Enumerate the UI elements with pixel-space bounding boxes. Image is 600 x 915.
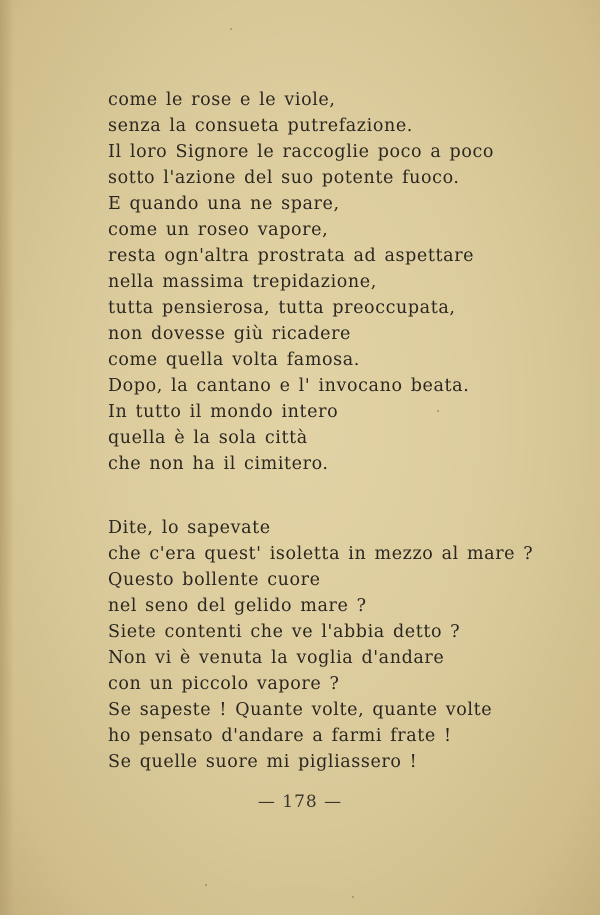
poem-line: come un roseo vapore, <box>108 220 329 240</box>
poem-line: nel seno del gelido mare ? <box>108 596 367 616</box>
poem-line: quella è la sola città <box>108 428 308 448</box>
poem-line: come le rose e le viole, <box>108 90 336 110</box>
poem-stanza-2 <box>108 515 533 775</box>
poem-line: Se quelle suore mi pigliassero ! <box>108 752 418 772</box>
poem-line: nella massima trepidazione, <box>108 272 377 292</box>
poem-line: In tutto il mondo intero <box>108 402 339 422</box>
poem-line: con un piccolo vapore ? <box>108 674 340 694</box>
poem-line: Dite, lo sapevate <box>108 518 271 538</box>
poem-line: senza la consueta putrefazione. <box>108 116 413 136</box>
poem-line: Se sapeste ! Quante volte, quante volte <box>108 700 493 720</box>
poem-line: ho pensato d'andare a farmi frate ! <box>108 726 452 746</box>
poem-line: che c'era quest' isoletta in mezzo al mare ? <box>108 544 534 564</box>
paper-speck <box>205 884 207 886</box>
poem-line: che non ha il cimitero. <box>108 454 329 474</box>
poem-line: Questo bollente cuore <box>108 570 321 590</box>
poem-line: sotto l'azione del suo potente fuoco. <box>108 168 460 188</box>
poem-stanza-1 <box>108 87 494 477</box>
poem-line: tutta pensierosa, tutta preoccupata, <box>108 298 456 318</box>
poem-line: non dovesse giù ricadere <box>108 324 352 344</box>
poem-line: Non vi è venuta la voglia d'andare <box>108 648 445 668</box>
poem-line: Dopo, la cantano e l' invocano beata. <box>108 376 470 396</box>
paper-speck <box>352 896 354 898</box>
paper-speck <box>437 410 439 412</box>
paper-speck <box>230 28 232 30</box>
poem-line: come quella volta famosa. <box>108 350 360 370</box>
page-edge-shadow <box>0 0 14 915</box>
poem-line: Siete contenti che ve l'abbia detto ? <box>108 622 461 642</box>
poem-line: E quando una ne spare, <box>108 194 340 214</box>
poem-line: resta ogn'altra prostrata ad aspettare <box>108 246 475 266</box>
poem-line: Il loro Signore le raccoglie poco a poco <box>108 142 495 162</box>
page-number: — 178 — <box>257 792 343 812</box>
